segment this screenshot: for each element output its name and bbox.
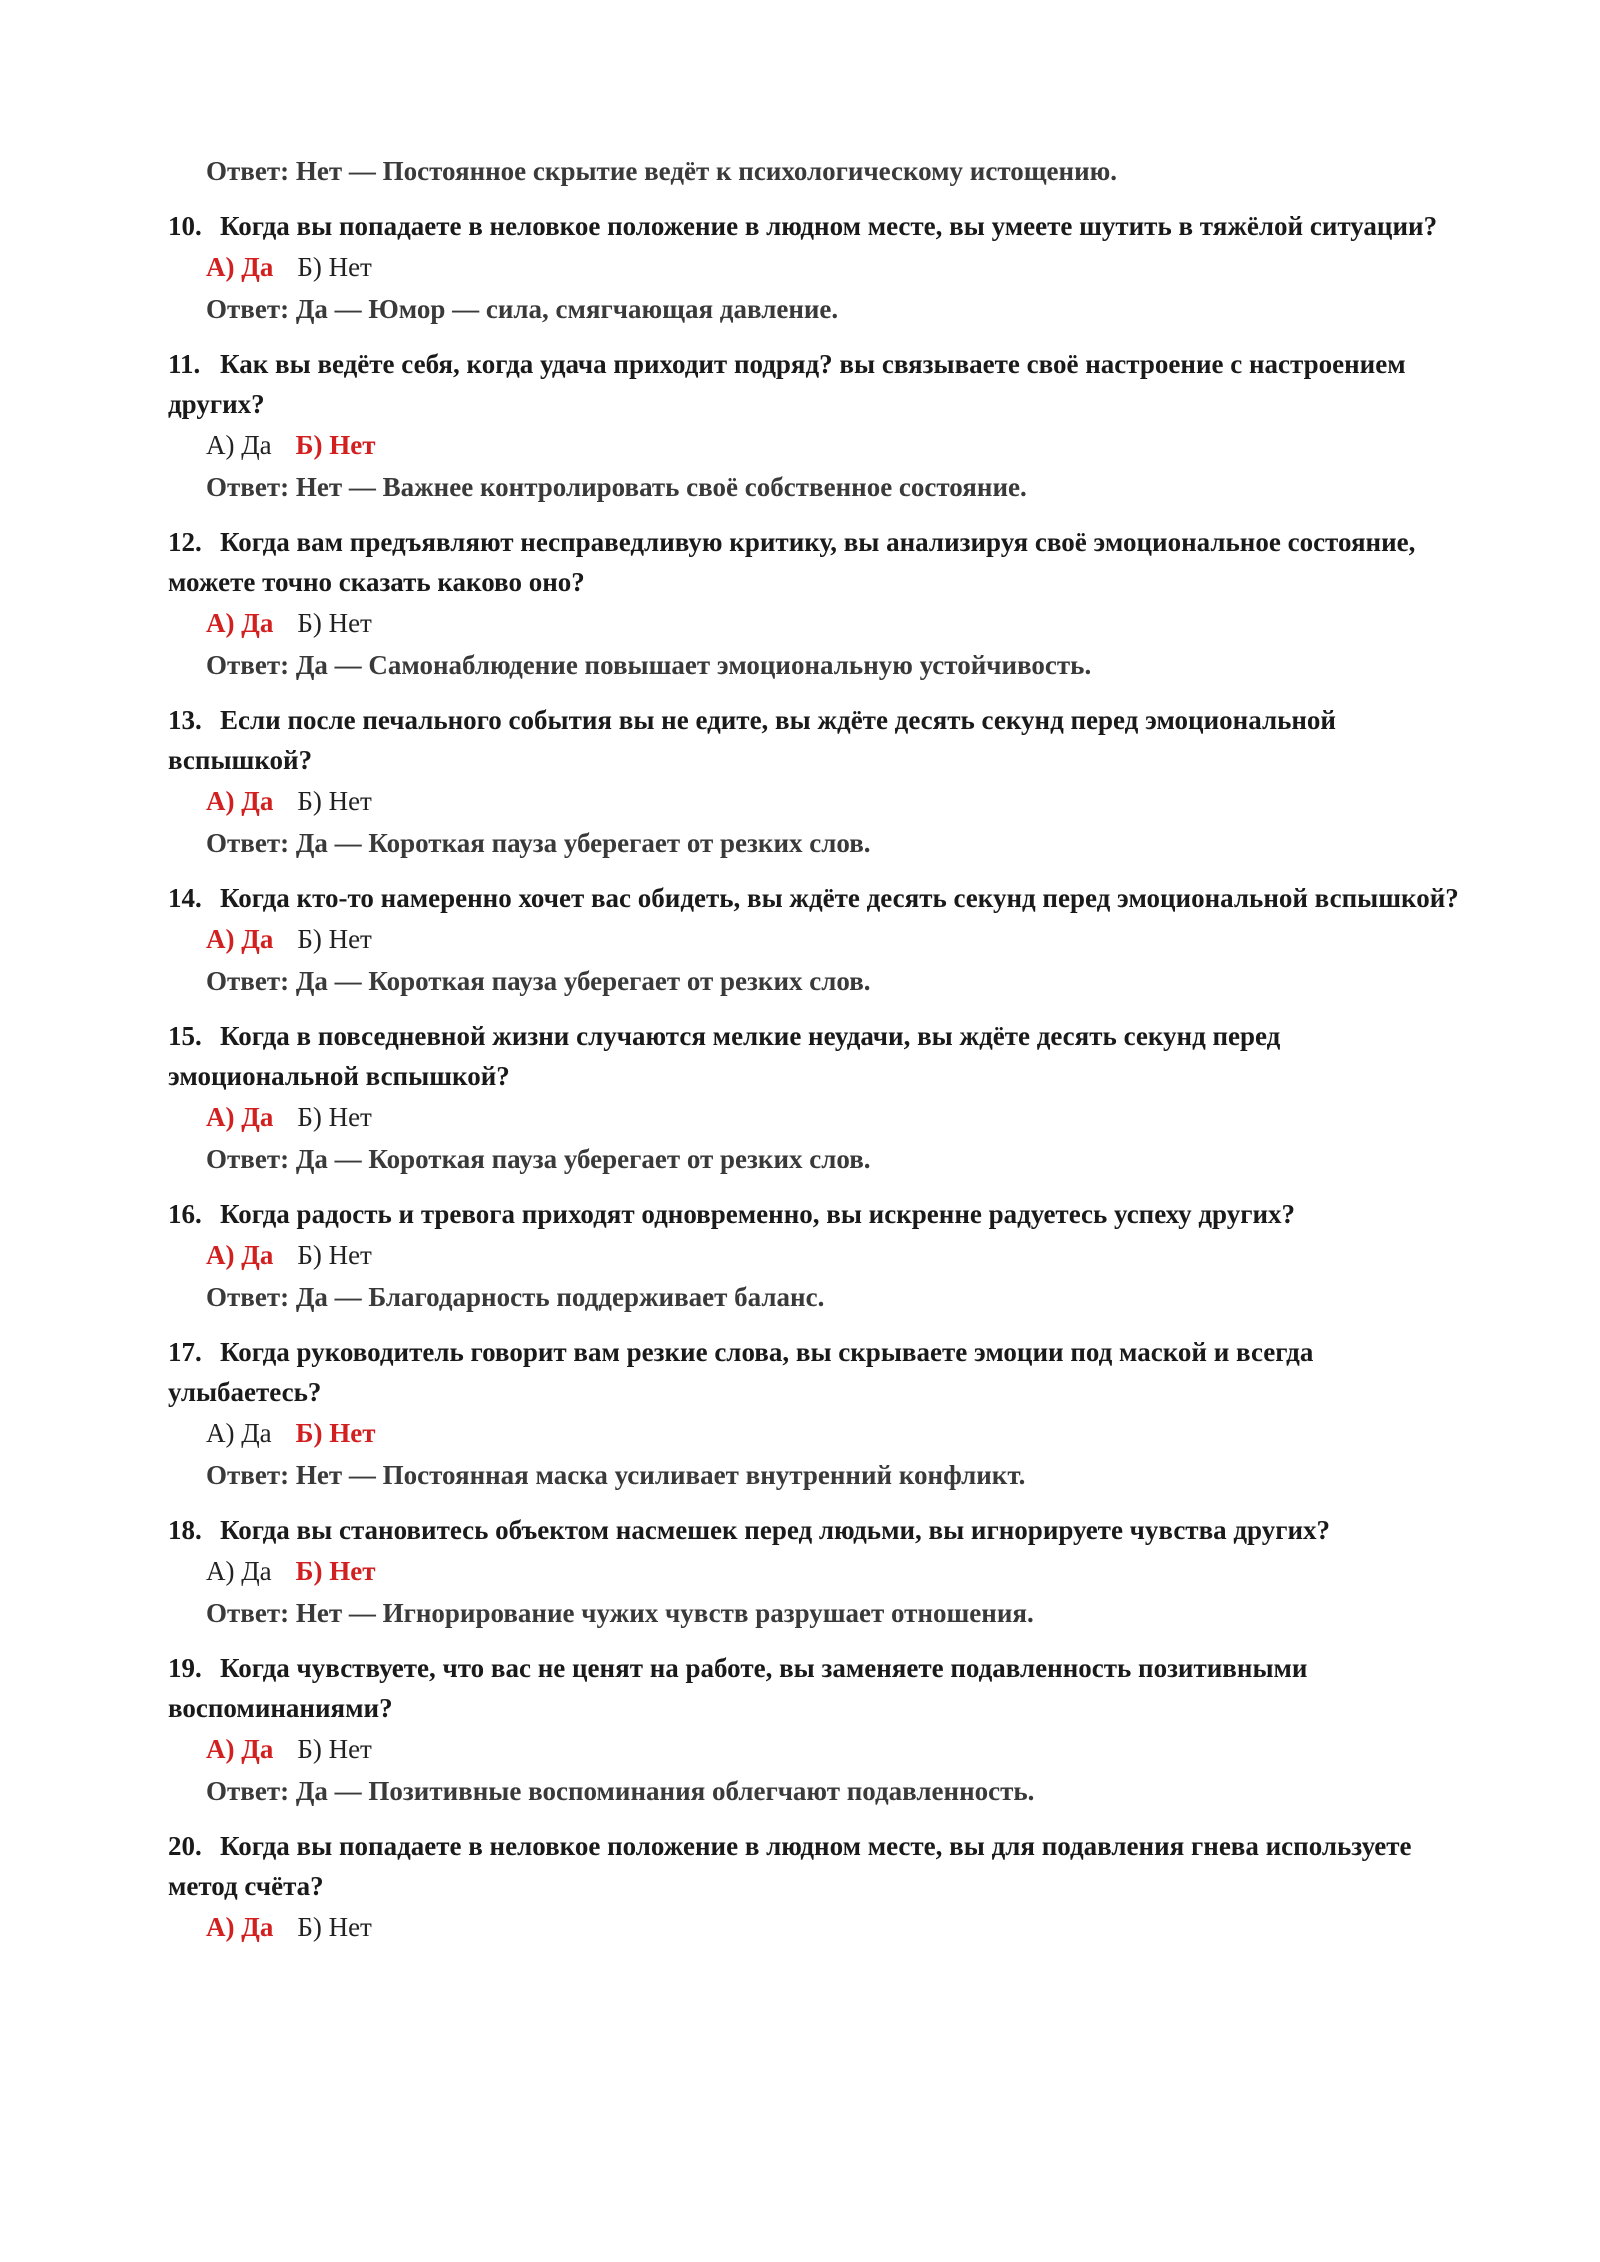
answer-options	[206, 1096, 1468, 1138]
option-b: Б) Нет	[297, 786, 372, 816]
answer-options	[206, 246, 1468, 288]
question-text	[168, 1826, 1468, 1906]
answer-options	[206, 1728, 1468, 1770]
question-number: 17.	[168, 1337, 202, 1367]
option-a: А) Да	[206, 924, 274, 954]
question-number: 14.	[168, 883, 202, 913]
question-body: Как вы ведёте себя, когда удача приходит подряд? вы связываете своё настроение с настроением других?	[168, 349, 1406, 419]
answer-line: Ответ: Нет — Постоянная маска усиливает внутренний конфликт.	[206, 1460, 1026, 1490]
option-a: А) Да	[206, 252, 274, 282]
question-body: Когда руководитель говорит вам резкие слова, вы скрываете эмоции под маской и всегда улыбаетесь?	[168, 1337, 1314, 1407]
option-b: Б) Нет	[297, 1912, 372, 1942]
document-content	[168, 150, 1468, 1948]
answer-options	[206, 1906, 1468, 1948]
answer-line: Ответ: Нет — Важнее контролировать своё собственное состояние.	[206, 472, 1027, 502]
answer-line: Ответ: Нет — Игнорирование чужих чувств разрушает отношения.	[206, 1598, 1034, 1628]
question-number: 11.	[168, 349, 201, 379]
question-item	[168, 522, 1468, 686]
answer-line: Ответ: Да — Короткая пауза уберегает от резких слов.	[206, 966, 871, 996]
question-text	[168, 1194, 1468, 1234]
question-text	[168, 1648, 1468, 1728]
option-a: А) Да	[206, 1418, 272, 1448]
question-number: 19.	[168, 1653, 202, 1683]
question-body: Когда чувствуете, что вас не ценят на работе, вы заменяете подавленность позитивными воспоминаниями?	[168, 1653, 1308, 1723]
question-number: 12.	[168, 527, 202, 557]
question-body: Когда вы попадаете в неловкое положение в людном месте, вы для подавления гнева используете метод счёта?	[168, 1831, 1412, 1901]
question-text	[168, 1510, 1468, 1550]
answer-options	[206, 1550, 1468, 1592]
answer-line: Ответ: Да — Короткая пауза уберегает от резких слов.	[206, 828, 871, 858]
option-b: Б) Нет	[295, 430, 376, 460]
answer-line: Ответ: Нет — Постоянное скрытие ведёт к психологическому истощению.	[206, 156, 1118, 186]
answer-options	[206, 602, 1468, 644]
answer-line: Ответ: Да — Позитивные воспоминания облегчают подавленность.	[206, 1776, 1035, 1806]
option-a: А) Да	[206, 1102, 274, 1132]
option-a: А) Да	[206, 1734, 274, 1764]
question-text	[168, 522, 1468, 602]
question-body: Когда вы попадаете в неловкое положение в людном месте, вы умеете шутить в тяжёлой ситуации?	[220, 211, 1438, 241]
option-b: Б) Нет	[297, 924, 372, 954]
question-text	[168, 700, 1468, 780]
answer-options	[206, 1412, 1468, 1454]
question-text	[168, 344, 1468, 424]
question-item	[168, 1510, 1468, 1634]
question-body: Когда кто-то намеренно хочет вас обидеть, вы ждёте десять секунд перед эмоциональной вспышкой?	[220, 883, 1459, 913]
answer-line: Ответ: Да — Юмор — сила, смягчающая давление.	[206, 294, 839, 324]
option-b: Б) Нет	[297, 252, 372, 282]
question-item	[168, 700, 1468, 864]
option-b: Б) Нет	[297, 1240, 372, 1270]
option-a: А) Да	[206, 1912, 274, 1942]
question-number: 15.	[168, 1021, 202, 1051]
question-text	[168, 878, 1468, 918]
question-item	[168, 878, 1468, 1002]
question-list	[168, 206, 1468, 1948]
option-a: А) Да	[206, 786, 274, 816]
question-text	[168, 1332, 1468, 1412]
option-a: А) Да	[206, 1240, 274, 1270]
option-b: Б) Нет	[295, 1556, 376, 1586]
question-item	[168, 1194, 1468, 1318]
option-b: Б) Нет	[297, 1734, 372, 1764]
question-body: Когда радость и тревога приходят одновременно, вы искренне радуетесь успеху других?	[220, 1199, 1296, 1229]
answer-options	[206, 780, 1468, 822]
question-body: Когда вам предъявляют несправедливую критику, вы анализируя своё эмоциональное состояние, можете точно сказать каково оно?	[168, 527, 1416, 597]
question-number: 16.	[168, 1199, 202, 1229]
question-number: 20.	[168, 1831, 202, 1861]
answer-line: Ответ: Да — Короткая пауза уберегает от резких слов.	[206, 1144, 871, 1174]
question-body: Когда в повседневной жизни случаются мелкие неудачи, вы ждёте десять секунд перед эмоциональной вспышкой?	[168, 1021, 1281, 1091]
answer-options	[206, 1234, 1468, 1276]
question-item	[168, 1016, 1468, 1180]
answer-line: Ответ: Да — Самонаблюдение повышает эмоциональную устойчивость.	[206, 650, 1092, 680]
question-text	[168, 1016, 1468, 1096]
answer-line: Ответ: Да — Благодарность поддерживает баланс.	[206, 1282, 825, 1312]
option-a: А) Да	[206, 1556, 272, 1586]
question-text	[168, 206, 1468, 246]
question-number: 18.	[168, 1515, 202, 1545]
question-body: Если после печального события вы не едите, вы ждёте десять секунд перед эмоциональной вспышкой?	[168, 705, 1336, 775]
option-b: Б) Нет	[297, 608, 372, 638]
question-item	[168, 206, 1468, 330]
question-item	[168, 1826, 1468, 1948]
question-number: 13.	[168, 705, 202, 735]
option-a: А) Да	[206, 430, 272, 460]
answer-options	[206, 918, 1468, 960]
option-a: А) Да	[206, 608, 274, 638]
question-item	[168, 1648, 1468, 1812]
question-body: Когда вы становитесь объектом насмешек перед людьми, вы игнорируете чувства других?	[220, 1515, 1331, 1545]
option-b: Б) Нет	[295, 1418, 376, 1448]
answer-options	[206, 424, 1468, 466]
question-item	[168, 1332, 1468, 1496]
option-b: Б) Нет	[297, 1102, 372, 1132]
question-number: 10.	[168, 211, 202, 241]
question-item	[168, 344, 1468, 508]
